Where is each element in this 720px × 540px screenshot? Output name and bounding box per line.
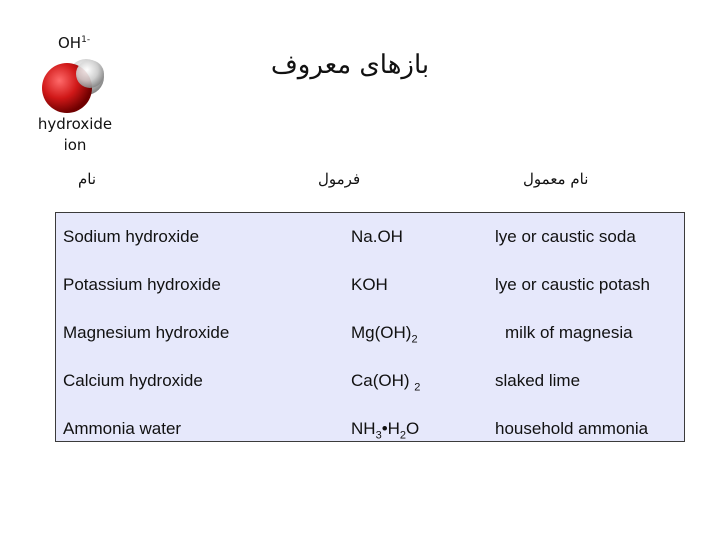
- ion-charge: 1-: [81, 35, 91, 45]
- header-name: نام: [78, 170, 97, 188]
- cell-common: lye or caustic potash: [495, 275, 650, 294]
- formula-dot: •: [381, 419, 388, 438]
- table-row: [56, 405, 684, 453]
- formula-part-c: O: [406, 419, 420, 438]
- cell-common: lye or caustic soda: [495, 227, 636, 246]
- formula-subscript-a: 3: [375, 429, 382, 442]
- cell-name: Sodium hydroxide: [63, 227, 200, 246]
- page-title: بازهای معروف: [270, 50, 430, 80]
- formula-part-b: H: [387, 419, 400, 438]
- cell-name: Calcium hydroxide: [63, 371, 203, 390]
- header-formula: فرمول: [318, 170, 361, 188]
- cell-common: slaked lime: [495, 371, 581, 390]
- ion-caption-line2: ion: [63, 136, 87, 154]
- formula-part-a: NH: [351, 419, 376, 438]
- header-common-name: نام معمول: [523, 170, 589, 188]
- formula-subscript: 2: [411, 333, 418, 346]
- ion-caption-line1: hydroxide: [37, 115, 113, 133]
- table-row: [56, 261, 684, 309]
- hydroxide-molecule-icon: [40, 55, 110, 115]
- table-row: [56, 309, 684, 357]
- cell-formula: [351, 419, 419, 441]
- cell-formula: KOH: [351, 275, 388, 294]
- cell-formula: Na.OH: [351, 227, 403, 246]
- table-row: [56, 357, 684, 405]
- cell-formula: [351, 323, 418, 345]
- cell-common: milk of magnesia: [505, 323, 633, 342]
- cell-name: Ammonia water: [63, 419, 182, 438]
- formula-subscript: 2: [414, 381, 421, 394]
- formula-subscript-b: 2: [399, 429, 407, 442]
- cell-formula: [351, 371, 420, 393]
- table-row: [56, 213, 684, 261]
- cell-common: household ammonia: [495, 419, 649, 438]
- bases-table: [55, 212, 685, 442]
- formula-main: Ca(OH): [351, 371, 415, 390]
- hydrogen-atom-front: [76, 60, 104, 88]
- ion-formula: [58, 34, 90, 52]
- ion-formula-text: OH: [58, 34, 82, 52]
- cell-name: Potassium hydroxide: [63, 275, 221, 294]
- cell-name: Magnesium hydroxide: [63, 323, 230, 342]
- formula-main: Mg(OH): [351, 323, 412, 342]
- ion-caption: [30, 114, 120, 156]
